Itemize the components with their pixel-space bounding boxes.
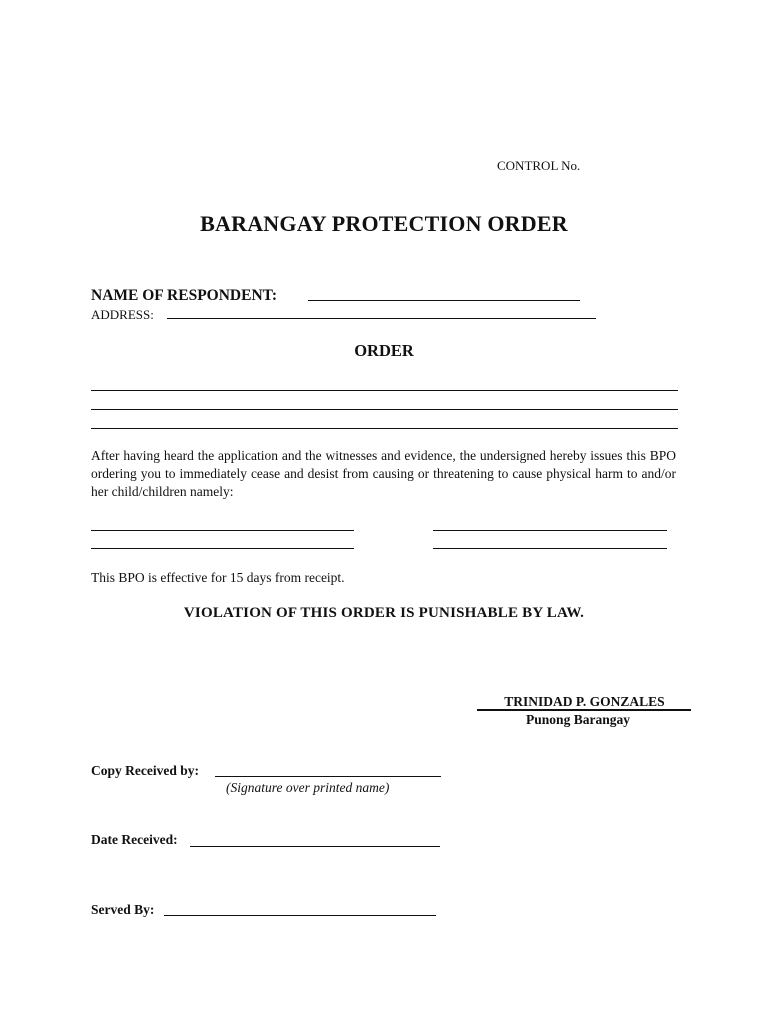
signatory-name: TRINIDAD P. GONZALES <box>504 694 665 709</box>
signatory-title: Punong Barangay <box>526 712 630 727</box>
order-line[interactable] <box>91 428 678 429</box>
served-by-field[interactable] <box>164 915 436 916</box>
date-received-field[interactable] <box>190 846 440 847</box>
order-line[interactable] <box>91 390 678 391</box>
served-by-label: Served By: <box>91 902 155 917</box>
child-name-field[interactable] <box>91 530 354 531</box>
control-number-label: CONTROL No. <box>497 158 581 173</box>
effectivity-text: This BPO is effective for 15 days from receipt. <box>91 570 345 585</box>
address-field[interactable] <box>167 318 596 319</box>
order-paragraph: After having heard the application and the witnesses and evidence, the undersigned hereby issues this BPO ordering you to immediately cease and desist from causing or threatening to cause physical harm to and/or her child/children namely: <box>91 448 676 499</box>
copy-received-field[interactable] <box>215 776 441 777</box>
respondent-name-label: NAME OF RESPONDENT: <box>91 287 277 304</box>
order-line[interactable] <box>91 409 678 410</box>
child-name-field[interactable] <box>91 548 354 549</box>
child-name-field[interactable] <box>433 530 667 531</box>
order-heading: ORDER <box>354 341 414 360</box>
address-label: ADDRESS: <box>91 307 154 322</box>
respondent-name-field[interactable] <box>308 300 580 301</box>
date-received-label: Date Received: <box>91 832 178 847</box>
violation-warning: VIOLATION OF THIS ORDER IS PUNISHABLE BY LAW. <box>183 605 585 621</box>
copy-received-label: Copy Received by: <box>91 763 199 778</box>
signature-note: (Signature over printed name) <box>226 780 390 795</box>
signature-line <box>477 709 691 711</box>
child-name-field[interactable] <box>433 548 667 549</box>
document-title: BARANGAY PROTECTION ORDER <box>200 211 568 236</box>
